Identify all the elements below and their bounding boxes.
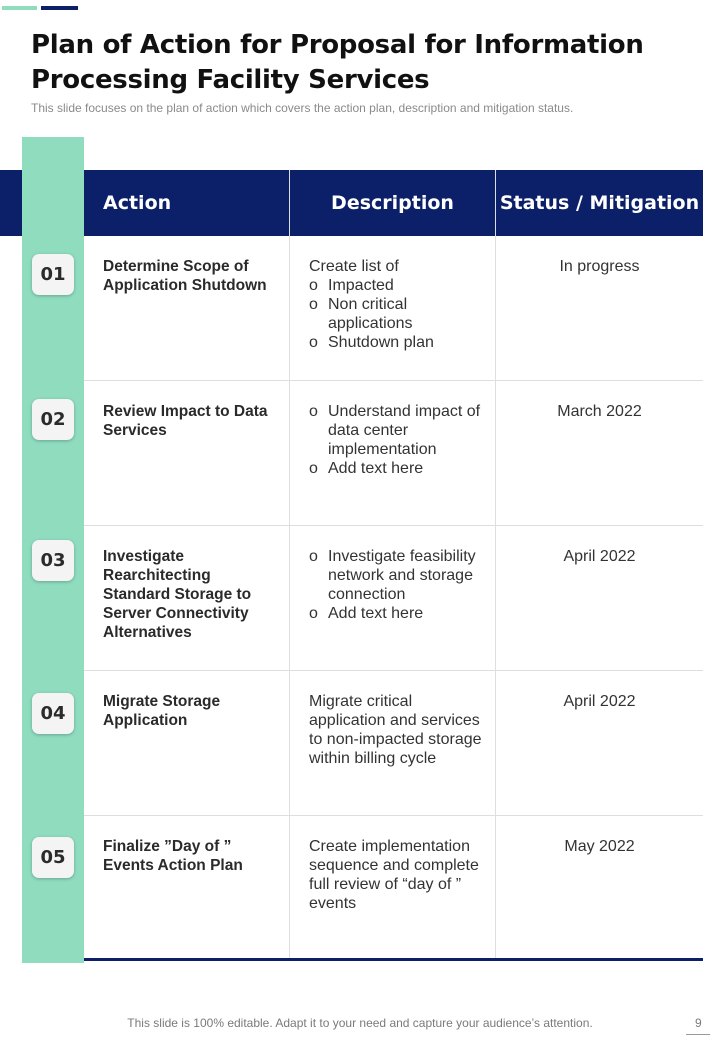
page-number: 9 (695, 1016, 702, 1030)
table-row (84, 816, 703, 961)
row-action: Finalize ”Day of ” Events Action Plan (84, 816, 290, 958)
description-intro: Create list of (309, 258, 399, 275)
header-description: Description (290, 170, 496, 236)
row-status: In progress (559, 258, 640, 275)
row-action: Migrate Storage Application (84, 671, 290, 815)
row-description: Migrate critical application and services to non-impacted storage within billing cycle (290, 671, 496, 815)
bullet-item: o Understand impact of data center implementation (309, 402, 487, 459)
table-row (84, 526, 703, 671)
row-description (290, 236, 496, 380)
description-bullets (309, 402, 487, 478)
row-description (290, 381, 496, 525)
bullet-item: o Non critical applications (309, 295, 487, 333)
row-status: May 2022 (564, 838, 635, 855)
bullet-item: o Add text here (309, 604, 487, 623)
row-status: April 2022 (563, 693, 636, 710)
row-action: Determine Scope of Application Shutdown (84, 236, 290, 380)
table-row (84, 381, 703, 526)
row-action: Investigate Rearchitecting Standard Storage to Server Connectivity Alternatives (84, 526, 290, 670)
bullet-item: o Add text here (309, 459, 487, 478)
header-action: Action (84, 170, 290, 236)
page-title: Plan of Action for Proposal for Information Processing Facility Services (31, 30, 644, 95)
navy-left-block (0, 170, 22, 236)
header-status: Status / Mitigation (499, 192, 700, 214)
bullet-item: o Investigate feasibility network and storage connection (309, 547, 487, 604)
footer-note: This slide is 100% editable. Adapt it to your need and capture your audience’s attention. (127, 1016, 593, 1030)
row-description (290, 526, 496, 670)
bullet-item: o Shutdown plan (309, 333, 487, 352)
step-number-badge: 01 (32, 254, 74, 295)
table-header (84, 170, 703, 236)
step-number-badge: 02 (32, 399, 74, 440)
description-bullets (309, 276, 487, 352)
row-action: Review Impact to Data Services (84, 381, 290, 525)
table-row (84, 671, 703, 816)
step-number-badge: 05 (32, 837, 74, 878)
top-accent-navy (41, 6, 78, 10)
page-number-underline (686, 1034, 710, 1035)
row-status: March 2022 (557, 403, 642, 420)
description-bullets (309, 547, 487, 623)
bullet-item: o Impacted (309, 276, 487, 295)
row-status: April 2022 (563, 548, 636, 565)
table-row (84, 236, 703, 381)
step-number-badge: 03 (32, 540, 74, 581)
page-subtitle: This slide focuses on the plan of action which covers the action plan, description and mitigation status. (31, 101, 574, 115)
action-plan-table (84, 170, 703, 961)
top-accent-mint (2, 6, 37, 10)
row-description: Create implementation sequence and complete full review of “day of ” events (290, 816, 496, 958)
step-number-badge: 04 (32, 693, 74, 734)
